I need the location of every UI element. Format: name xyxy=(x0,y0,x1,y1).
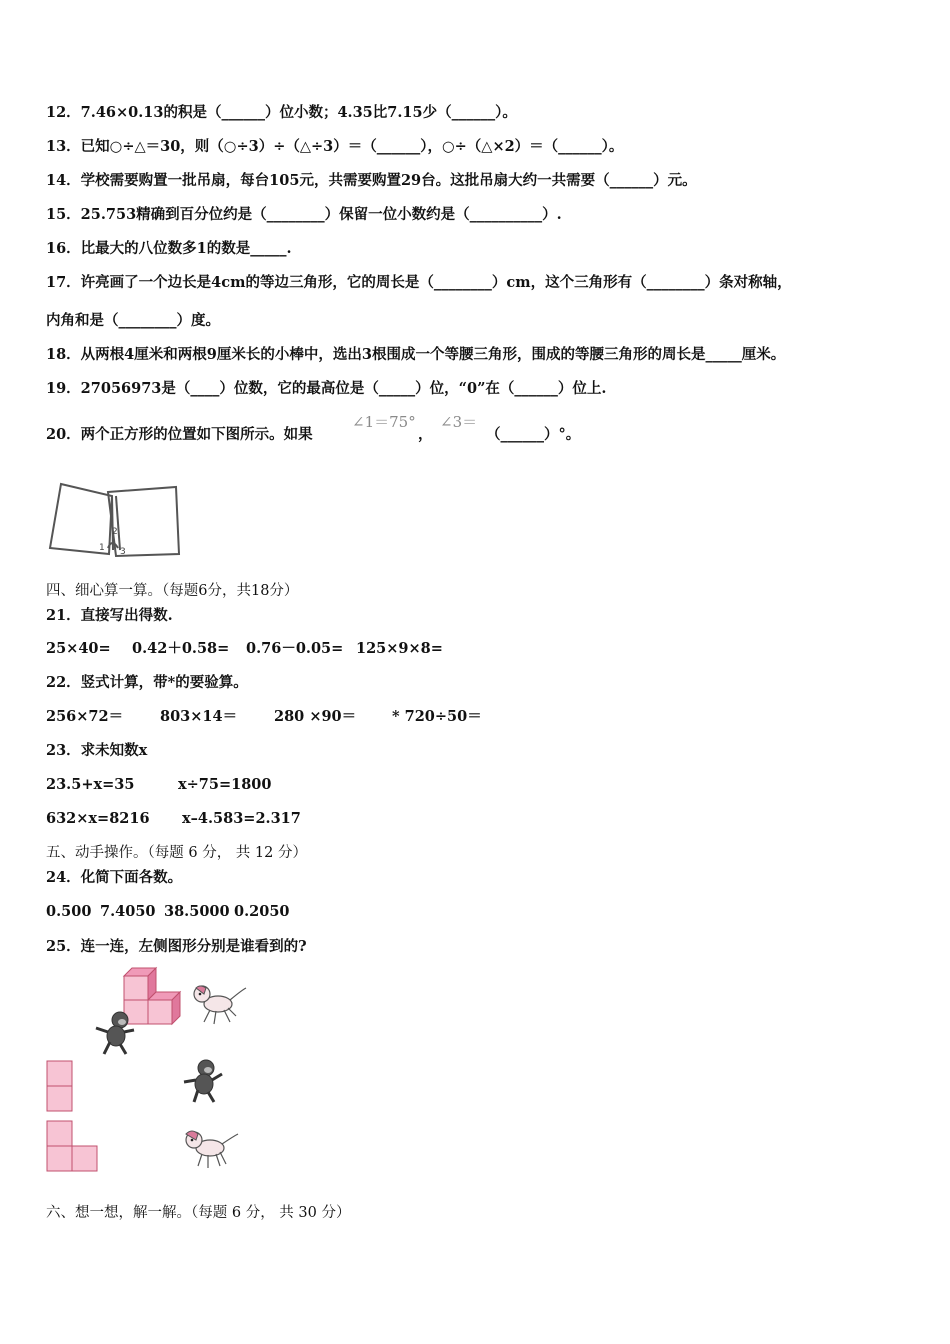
question-20 xyxy=(46,426,313,444)
question-24: 24．化简下面各数。 xyxy=(46,869,183,886)
q22-item: 280 ×90＝ xyxy=(274,708,357,725)
angle-3-label: ∠3＝ xyxy=(440,413,478,431)
q24-item: 0.500 xyxy=(46,903,92,920)
q22-item: * 720÷50＝ xyxy=(392,708,482,725)
q24-item: 0.2050 xyxy=(234,903,290,920)
section-5-title: 五、动手操作。（每题 6 分， 共 12 分） xyxy=(46,845,307,861)
question-19: 19．27056973是（____）位数，它的最高位是（_____）位，“0”在（______）位上. xyxy=(46,380,607,397)
question-17-line1: 17．许亮画了一个边长是4cm的等边三角形，它的周长是（________）cm，这个三角形有（________）条对称轴， xyxy=(46,274,792,291)
side-view-figure xyxy=(46,1120,100,1174)
q24-item: 7.4050 xyxy=(100,903,156,920)
q21-item: 0.76－0.05= xyxy=(246,640,344,657)
monkey-icon xyxy=(92,1010,138,1056)
figure-label-1: 1 xyxy=(99,543,105,553)
q21-item: 0.42＋0.58= xyxy=(132,640,230,657)
question-17-line2: 内角和是（________）度。 xyxy=(46,312,220,329)
front-view-figure xyxy=(46,1060,74,1114)
angle-1-value: ∠1＝75° xyxy=(352,413,416,431)
dog-icon xyxy=(190,982,248,1026)
q23-item: 23.5+x=35 xyxy=(46,776,135,793)
question-16: 16．比最大的八位数多1的数是_____. xyxy=(46,240,292,257)
two-squares-figure xyxy=(46,478,186,560)
question-18: 18．从两根4厘米和两根9厘米长的小棒中，选出3根围成一个等腰三角形，围成的等腰三角形的周长是_____厘米。 xyxy=(46,346,786,363)
inner-edge xyxy=(116,496,120,550)
question-20-blank: （______）°。 xyxy=(486,426,581,443)
figure-label-3: 3 xyxy=(120,547,126,557)
question-20-comma: ， xyxy=(418,426,433,443)
q23-item: x÷75=1800 xyxy=(178,776,272,793)
section-4-title: 四、细心算一算。（每题6分，共18分） xyxy=(46,583,299,599)
question-15: 15．25.753精确到百分位约是（________）保留一位小数约是（__________）. xyxy=(46,206,562,223)
q23-item: 632×x=8216 xyxy=(46,810,150,827)
figure-label-2: 2 xyxy=(112,527,118,537)
section-6-title: 六、想一想，解一解。（每题 6 分， 共 30 分） xyxy=(46,1205,351,1221)
question-13: 13．已知○÷△＝30，则（○÷3）÷（△÷3）＝（______），○÷（△×2）＝（______）。 xyxy=(46,138,624,155)
question-20-text: 20．两个正方形的位置如下图所示。如果 xyxy=(46,426,313,443)
question-23: 23．求未知数x xyxy=(46,742,148,759)
question-14: 14．学校需要购置一批吊扇，每台105元，共需要购置29台。这批吊扇大约一共需要（______）元。 xyxy=(46,172,697,189)
q24-item: 38.5000 xyxy=(164,903,230,920)
q21-item: 125×9×8= xyxy=(356,640,443,657)
q22-item: 256×72＝ xyxy=(46,708,124,725)
question-25: 25．连一连，左侧图形分别是谁看到的? xyxy=(46,938,307,955)
monkey-icon xyxy=(180,1058,226,1104)
question-12: 12．7.46×0.13的积是（______）位小数；4.35比7.15少（______）。 xyxy=(46,104,517,121)
dog-icon xyxy=(182,1126,240,1170)
q22-item: 803×14＝ xyxy=(160,708,238,725)
question-22: 22．竖式计算，带*的要验算。 xyxy=(46,674,248,691)
question-21: 21．直接写出得数. xyxy=(46,607,173,624)
shared-edge xyxy=(112,496,113,550)
q23-item: x–4.583=2.317 xyxy=(182,810,301,827)
q21-item: 25×40= xyxy=(46,640,111,657)
